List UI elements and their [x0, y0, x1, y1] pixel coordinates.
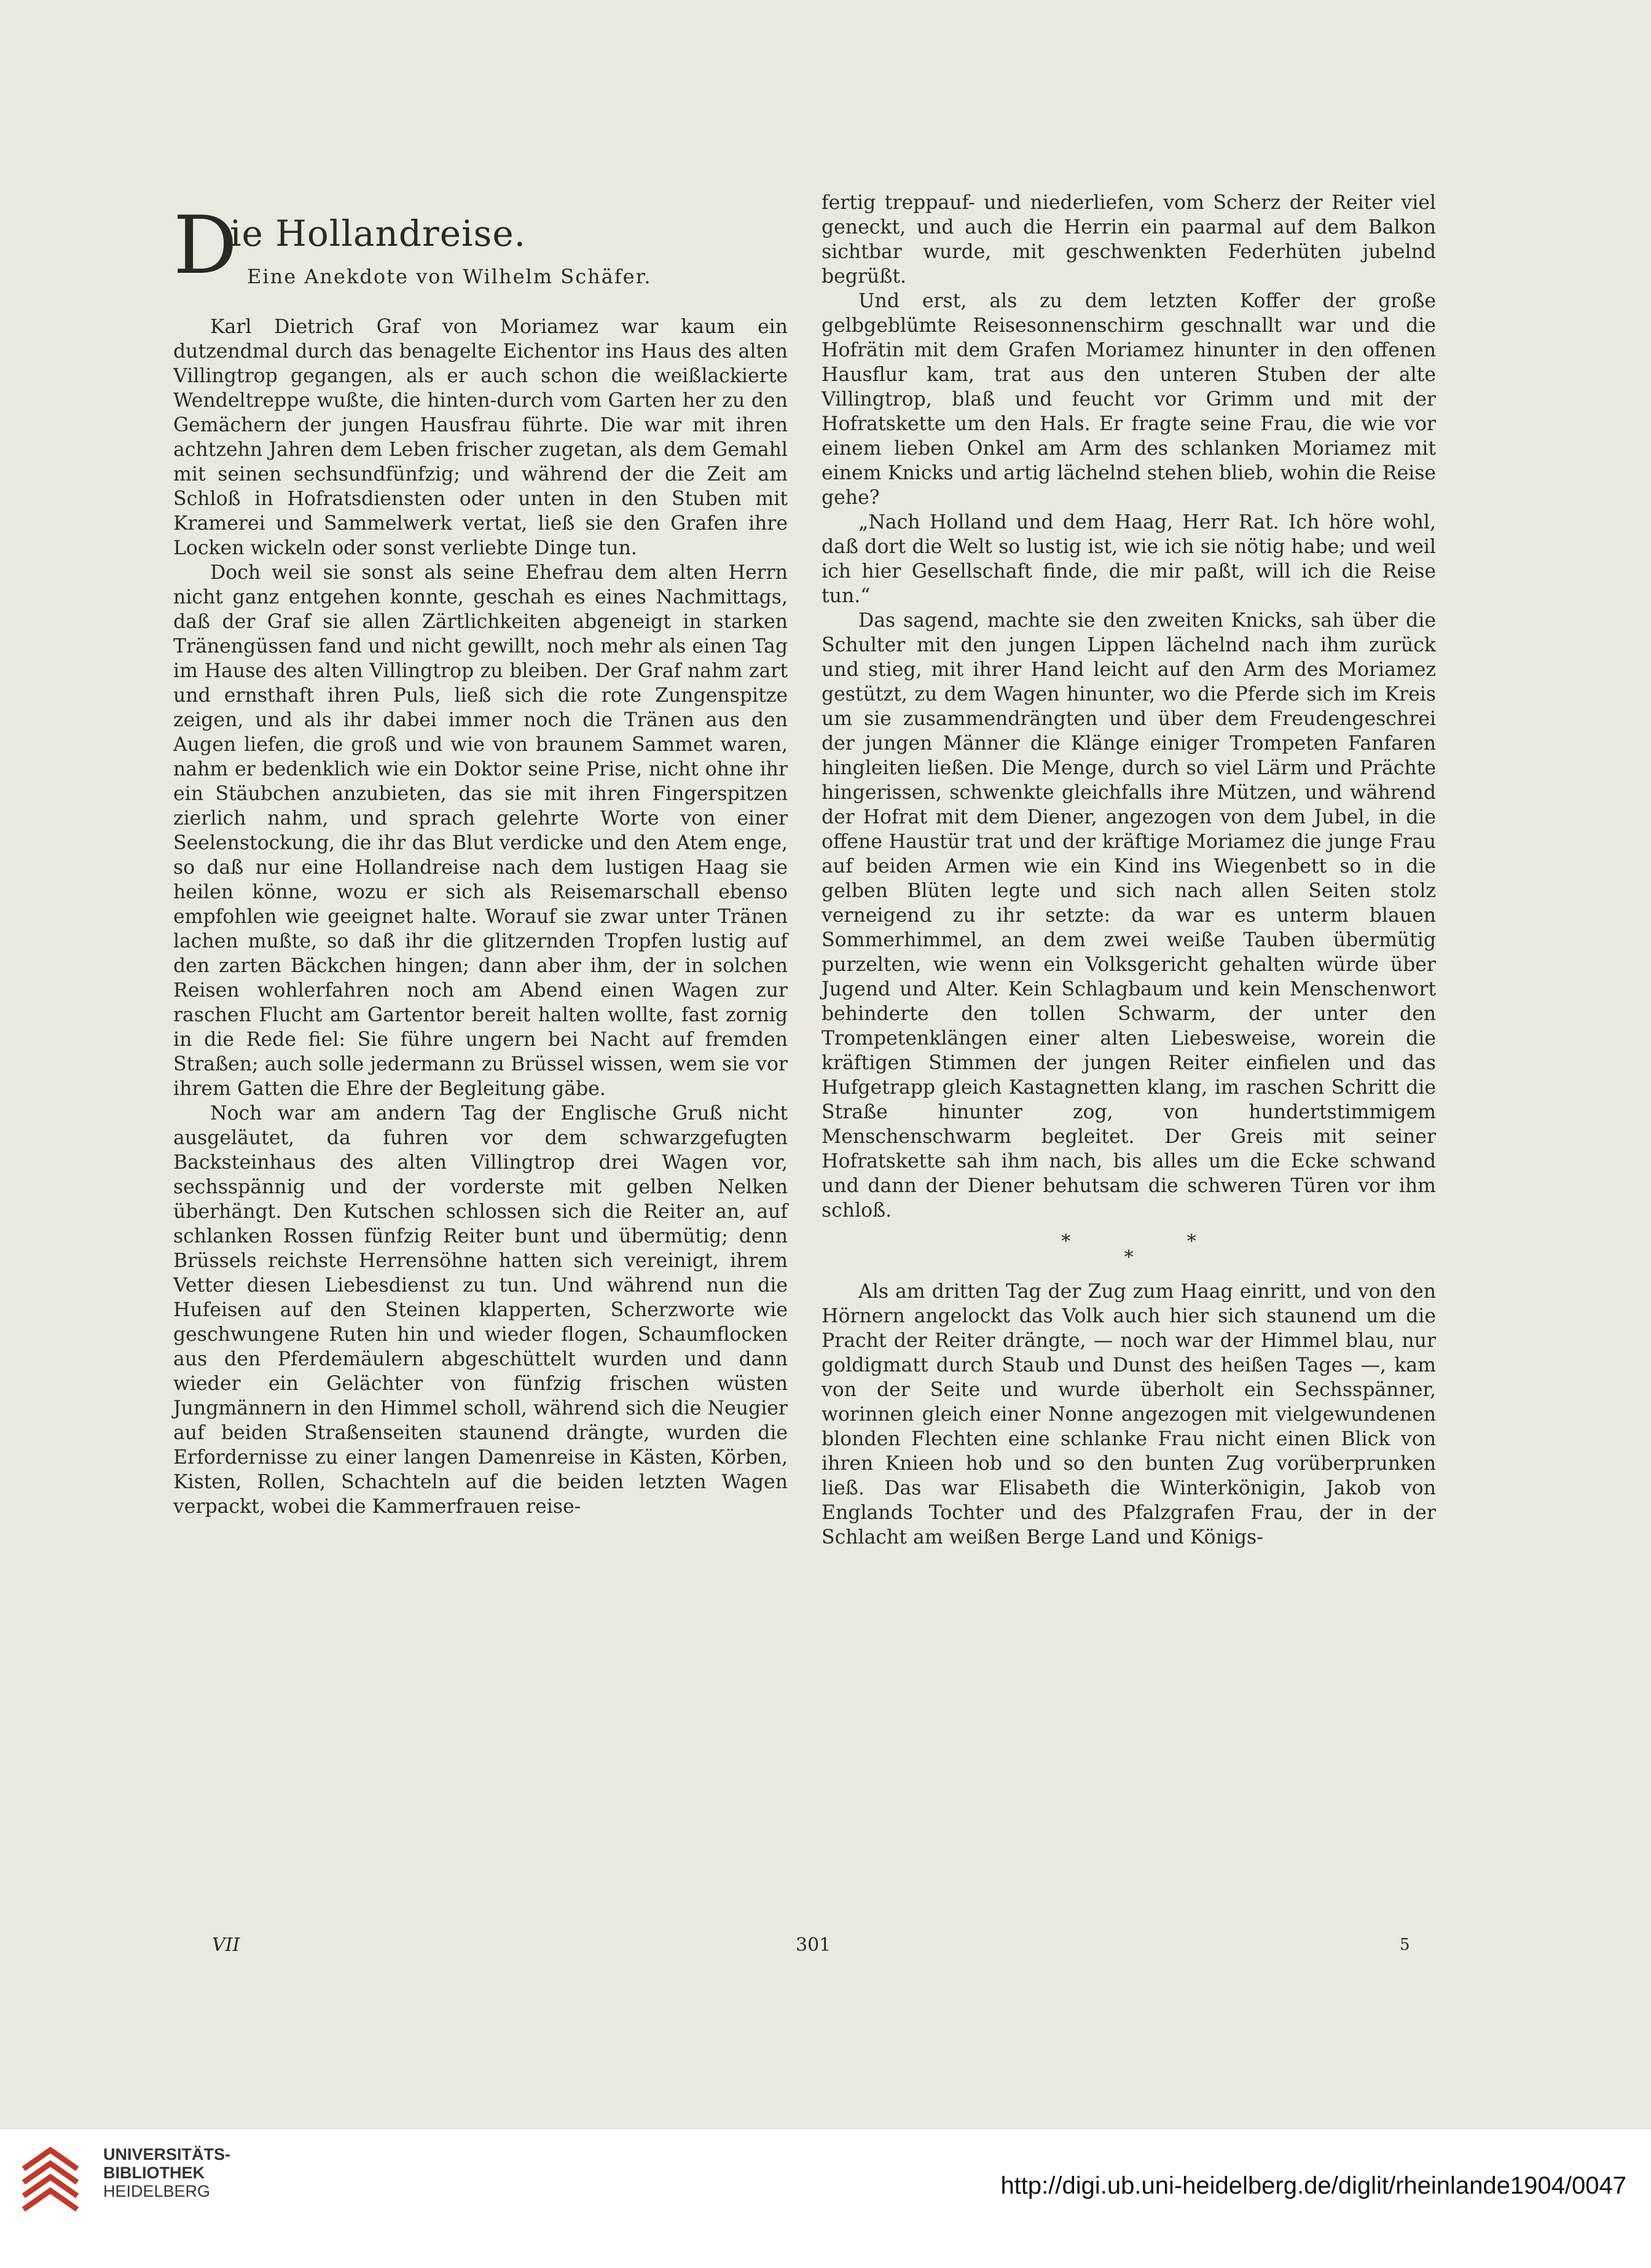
source-url-link[interactable]: http://digi.ub.uni-heidelberg.de/diglit/rheinlande1904/0047 [1000, 2172, 1626, 2199]
library-footer-bar [0, 2129, 1651, 2268]
article-subtitle: Eine Anekdote von Wilhelm Schäfer. [247, 265, 652, 288]
right-column [822, 190, 1436, 1550]
paragraph: Doch weil sie sonst als seine Ehefrau dem alten Herrn nicht ganz entgehen konnte, geschah es eines Nachmittags, daß der Graf sie allen Zärtlichkeiten abgeneigt in starken Tränengüssen fand und nicht gewillt, noch mehr als einen Tag im Hause des alten Villingtrop zu bleiben. Der Graf nahm zart und ernsthaft ihren Puls, ließ sich die rote Zungenspitze zeigen, und als ihr dabei immer noch die Tränen aus den Augen liefen, die groß und wie von braunem Sammet waren, nahm er bedenklich wie ein Doktor seine Prise, nicht ohne ihr ein Stäubchen anzubieten, das sie mit ihren Fingerspitzen zierlich nahm, und sprach gelehrte Worte von einer Seelenstockung, die ihr das Blut verdicke und den Atem enge, so daß nur eine Hollandreise nach dem lustigen Haag sie heilen könne, wozu er sich als Reisemarschall ebenso empfohlen wie geeignet halte. Worauf sie zwar unter Tränen lachen mußte, so daß ihr die glitzernden Tropfen lustig auf den zarten Bäckchen hingen; dann aber ihm, der in solchen Reisen wohlerfahren noch am Abend einen Wagen zur raschen Flucht am Gartentor bereit halten wollte, fast zornig in die Rede fiel: Sie führe ungern bei Nacht auf fremden Straßen; auch solle jedermann zu Brüssel wissen, wem sie vor ihrem Gatten die Ehre der Begleitung gäbe. [173, 562, 788, 1100]
paragraph: Und erst, als zu dem letzten Koffer der große gelbgeblümte Reisesonnenschirm geschnallt war und die Hofrätin mit dem Grafen Moriamez hinunter in den offenen Hausflur kam, trat aus den unteren Stuben der alte Villingtrop, blaß und feucht vor Grimm und mit der Hofratskette um den Hals. Er fragte seine Frau, die wie vor einem lieben Onkel am Arm des schlanken Moriamez mit einem Knicks und artig lächelnd stehen blieb, wohin die Reise gehe? [822, 290, 1436, 509]
section-break [822, 1231, 1436, 1268]
paragraph: Noch war am andern Tag der Englische Gruß nicht ausgeläutet, da fuhren vor dem schwarzgefugten Backsteinhaus des alten Villingtrop drei Wagen vor, sechsspännig und der vorderste mit gelben Nelken überhängt. Den Kutschen schlossen sich die Reiter an, auf schlanken Rossen fünfzig Reiter bunt und übermütig; denn Brüssels reichste Herrensöhne hatten sich vereinigt, ihrem Vetter diesen Liebesdienst zu tun. Und während nun die Hufeisen auf den Steinen klapperten, Scherzworte wie geschwungene Ruten hin und wieder flogen, Schaumflocken aus den Pferdemäulern abgeschüttelt wurden und dann wieder ein Gelächter von fünfzig frischen wüsten Jungmännern in den Himmel scholl, während sich die Neugier auf beiden Straßenseiten staunend drängte, wurden die Erfordernisse zu einer langen Damenreise in Kästen, Körben, Kisten, Rollen, Schachteln auf die beiden letzten Wagen verpackt, wobei die Kammerfrauen reise- [173, 1102, 788, 1518]
paragraph: „Nach Holland und dem Haag, Herr Rat. Ich höre wohl, daß dort die Welt so lustig ist, wie ich sie nötig habe; und weil ich hier Gesellschaft finde, die mir paßt, will ich die Reise tun.“ [822, 511, 1436, 607]
university-library-logo-icon [14, 2143, 87, 2223]
article-heading [173, 198, 788, 315]
library-name: UNIVERSITÄTS- BIBLIOTHEK HEIDELBERG [103, 2145, 231, 2200]
article-title: ie Hollandreise. [230, 213, 527, 254]
drop-cap: D [173, 198, 238, 292]
volume-number: VII [212, 1934, 240, 1956]
paragraph: Als am dritten Tag der Zug zum Haag einritt, und von den Hörnern angelockt das Volk auch hier sich staunend um die Pracht der Reiter drängte, — noch war der Himmel blau, nur goldigmatt durch Staub und Dunst des heißen Tages —, kam von der Seite und wurde überholt ein Sechsspänner, worinnen gleich einer Nonne angezogen mit vielgewundenen blonden Flechten eine schlanke Frau nicht einen Blick von ihren Knieen hob und so den bunten Zug vorüberprunken ließ. Das war Elisabeth die Winterkönigin, Jakob von Englands Tochter und des Pfalzgrafen Frau, der in der Schlacht am weißen Berge Land und Königs- [822, 1281, 1436, 1548]
page-number: 301 [796, 1934, 831, 1956]
asterism-bottom: * [1124, 1247, 1134, 1268]
asterism-top: * * [1061, 1231, 1252, 1252]
signature-mark: 5 [1400, 1936, 1410, 1954]
paragraph: Das sagend, machte sie den zweiten Knicks, sah über die Schulter mit den jungen Lippen lächelnd nach ihm zurück und stieg, mit ihrer Hand leicht auf den Arm des Moriamez gestützt, zu dem Wagen hinunter, wo die Pferde sich im Kreis um sie zusammendrängten und über dem Freudengeschrei der jungen Männer die Klänge einiger Trompeten Fanfaren hingleiten ließen. Die Menge, durch so viel Lärm und Prächte hingerissen, schwenkte gleichfalls ihre Mützen, und während der Hofrat mit dem Diener, angezogen von dem Jubel, in die offene Haustür trat und der kräftige Moriamez die junge Frau auf beiden Armen wie ein Kind ins Wiegenbett so in die gelben Blüten legte und sich nach allen Seiten stolz verneigend zu ihr setzte: da war es unterm blauen Sommerhimmel, an dem zwei weiße Tauben übermütig purzelten, wie wenn ein Volksgericht gehalten würde über Jugend und Alter. Kein Schlagbaum und kein Menschenwort behinderte den tollen Schwarm, der unter den Trompetenklängen einer alten Liebesweise, worein die kräftigen Stimmen der jungen Reiter einfielen und das Hufgetrapp gleich Kastagnetten klang, im raschen Schritt die Straße hinunter zog, von hundertstimmigem Menschenschwarm begleitet. Der Greis mit seiner Hofratskette sah ihm nach, bis alles um die Ecke schwand und dann der Diener behutsam die schweren Türen vor ihm schloß. [822, 610, 1436, 1222]
paragraph: Karl Dietrich Graf von Moriamez war kaum ein dutzendmal durch das benagelte Eichentor ins Haus des alten Villingtrop gegangen, als er auch schon die weißlackierte Wendeltreppe wußte, die hinten-durch vom Garten her zu den Gemächern der jungen Hausfrau führte. Die war mit ihren achtzehn Jahren dem Leben frischer zugetan, als dem Gemahl mit seinen sechsundfünfzig; und während der die Zeit am Schloß in Hofratsdiensten oder unten in den Stuben mit Kramerei und Sammelwerk vertat, ließ sie den Grafen ihre Locken wickeln oder sonst verliebte Dinge tun. [173, 316, 788, 559]
paragraph-continued: fertig treppauf- und niederliefen, vom Scherz der Reiter viel geneckt, und auch die Herrin ein paarmal auf dem Balkon sichtbar wurde, mit geschwenkten Federhüten jubelnd begrüßt. [822, 192, 1436, 288]
left-column [173, 198, 788, 1519]
